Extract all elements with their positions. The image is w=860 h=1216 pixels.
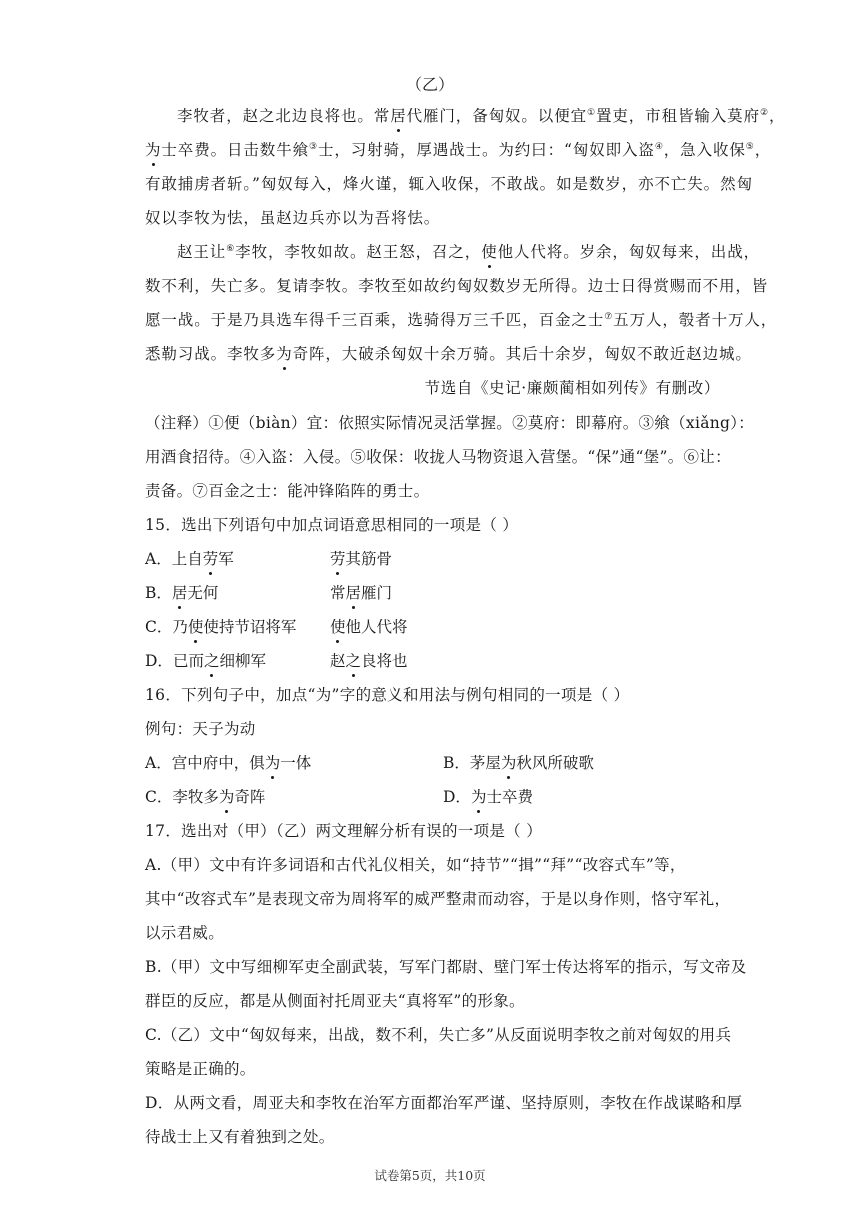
q17-option-a-line: 以示君威。 xyxy=(145,924,225,942)
page-footer: 试卷第5页，共10页 xyxy=(374,1168,486,1183)
dotted-word: 居 xyxy=(172,581,188,603)
q17-option-c-line: 策略是正确的。 xyxy=(145,1060,256,1078)
passage-line: 有敢捕虏者斩。”匈奴每入，烽火谨，辄入收保，不敢战。如是数岁，亦不亡失。然匈 xyxy=(145,175,753,193)
dotted-word: 劳 xyxy=(330,547,346,569)
dotted-word: 为 xyxy=(276,342,292,364)
question-16-stem: 16．下列句子中，加点“为”字的意义和用法与例句相同的一项是（ ） xyxy=(145,686,630,704)
passage-line: 赵王让⑥李牧，李牧如故。赵王怒，召之，使他人代将。岁余，匈奴每来，出战， xyxy=(177,240,760,262)
passage-line: 为士卒费。日击数牛飨③士，习射骑，厚遇战士。为约曰：“匈奴即入盗④，急入收保⑤， xyxy=(145,138,771,160)
q17-option-c[interactable]: C.（乙）文中“匈奴每来，出战，数不利，失亡多”从反面说明李牧之前对匈奴的用兵 xyxy=(145,1026,732,1044)
dotted-word: 为 xyxy=(501,751,517,773)
dotted-word: 为 xyxy=(471,785,487,807)
note-marker: ② xyxy=(760,107,769,118)
question-16-example: 例句：天子为动 xyxy=(145,720,256,738)
passage-line: 奴以李牧为怯，虽赵边兵亦以为吾将怯。 xyxy=(145,209,441,227)
passage-line: 愿一战。于是乃具选车得千三百乘，选骑得万三千匹，百金之士⑦五万人，彀者十万人， xyxy=(145,311,778,329)
q17-option-b[interactable]: B.（甲）文中写细柳军吏全副武装，写军门都尉、壁门军士传达将军的指示，写文帝及 xyxy=(145,958,747,976)
dotted-word: 居 xyxy=(346,581,362,603)
passage-line: 悉勒习战。李牧多为奇阵，大破杀匈奴十余万骑。其后十余岁，匈奴不敢近赵边城。 xyxy=(145,342,752,364)
dotted-word: 劳 xyxy=(203,547,219,569)
q15-option-a[interactable]: A．上自劳军 xyxy=(145,547,234,569)
note-marker: ⑤ xyxy=(745,141,755,152)
q15-option-c[interactable]: C．乃使使持节诏将军 xyxy=(145,615,296,637)
q17-option-d-line: 待战士上又有着独到之处。 xyxy=(145,1128,335,1146)
q15-option-a-compare: 劳其筋骨 xyxy=(330,547,392,569)
note-marker: ① xyxy=(587,107,596,118)
passage-source: 节选自《史记·廉颇蔺相如列传》有删改） xyxy=(424,379,720,397)
q16-option-c[interactable]: C．李牧多为奇阵 xyxy=(145,785,265,807)
q15-option-d-compare: 赵之良将也 xyxy=(330,649,408,671)
notes-line: （注释）①便（biàn）宜：依照实际情况灵活掌握。②莫府：即幕府。③飨（xiǎng）： xyxy=(145,414,755,432)
dotted-word: 居 xyxy=(390,104,406,126)
q16-option-a[interactable]: A．宫中府中，俱为一体 xyxy=(145,751,311,773)
dotted-word: 之 xyxy=(346,649,362,671)
dotted-word: 之 xyxy=(204,649,220,671)
q15-option-b-compare: 常居雁门 xyxy=(330,581,392,603)
q17-option-a-line: 其中“改容式车”是表现文帝为周将军的威严整肃而动容，于是以身作则，恪守军礼， xyxy=(145,890,731,908)
note-marker: ⑦ xyxy=(604,311,614,322)
q17-option-a[interactable]: A.（甲）文中有许多词语和古代礼仪相关，如“持节”“揖”“拜”“改容式车”等， xyxy=(145,856,686,874)
dotted-word: 为 xyxy=(265,751,281,773)
note-marker: ③ xyxy=(309,141,318,152)
note-marker: ⑥ xyxy=(226,243,236,254)
q17-option-b-line: 群臣的反应，都是从侧面衬托周亚夫“真将军”的形象。 xyxy=(145,992,525,1010)
passage-line: 李牧者，赵之北边良将也。常居代雁门，备匈奴。以便宜①置吏，市租皆输入莫府②， xyxy=(177,104,785,126)
q16-option-b[interactable]: B．茅屋为秋风所破歌 xyxy=(443,751,594,773)
dotted-word: 为 xyxy=(219,785,235,807)
dotted-word: 使 xyxy=(330,615,346,637)
dotted-word: 使 xyxy=(188,615,204,637)
section-title: （乙） xyxy=(405,75,454,94)
dotted-word: 为 xyxy=(145,138,161,160)
passage-line: 数不利，失亡多。复请李牧。李牧至如故约匈奴数岁无所得。边士日得赏赐而不用，皆 xyxy=(145,277,769,295)
q15-option-d[interactable]: D．已而之细柳军 xyxy=(145,649,266,671)
notes-line: 责备。⑦百金之士：能冲锋陷阵的勇士。 xyxy=(145,482,430,500)
note-marker: ④ xyxy=(654,141,664,152)
q15-option-c-compare: 使他人代将 xyxy=(330,615,408,637)
q16-option-d[interactable]: D．为士卒费 xyxy=(443,785,533,807)
q17-option-d[interactable]: D．从两文看，周亚夫和李牧在治军方面都治军严谨、坚持原则，李牧在作战谋略和厚 xyxy=(145,1094,743,1112)
notes-line: 用酒食招待。④入盗：入侵。⑤收保：收拢人马物资退入营堡。“保”通“堡”。⑥让： xyxy=(145,448,731,466)
dotted-word: 使 xyxy=(481,240,497,262)
question-17-stem: 17．选出对（甲）（乙）两文理解分析有误的一项是（ ） xyxy=(145,822,543,840)
question-15-stem: 15．选出下列语句中加点词语意思相同的一项是（ ） xyxy=(145,516,519,534)
q15-option-b[interactable]: B．居无何 xyxy=(145,581,218,603)
